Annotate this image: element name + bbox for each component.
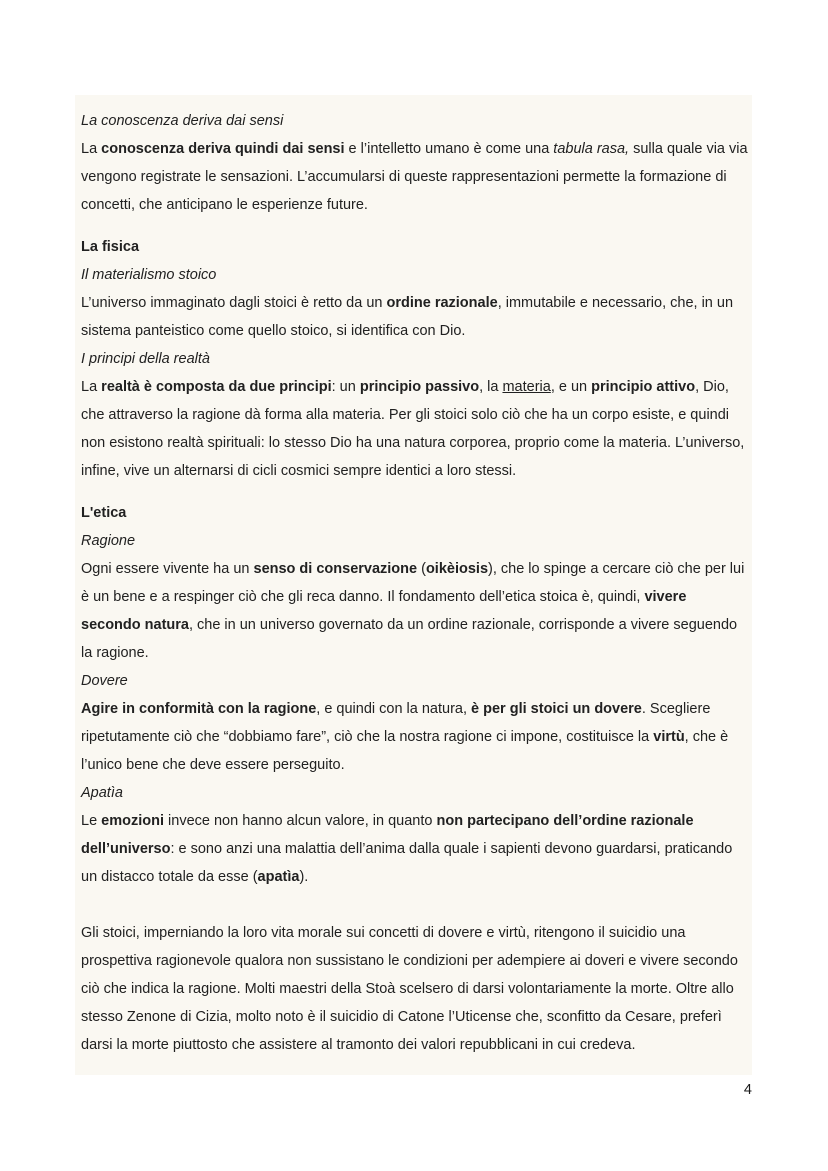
- text-run: principio attivo: [591, 379, 696, 395]
- subsection-heading: [81, 345, 748, 373]
- text-run: principio passivo: [359, 379, 480, 395]
- text-run: : un: [331, 379, 360, 395]
- text-run: emozioni: [101, 813, 165, 829]
- text-run: tabula rasa,: [553, 141, 630, 157]
- text-run: La: [81, 141, 102, 157]
- text-run: , la: [479, 379, 503, 395]
- text-run: ordine razionale: [386, 295, 498, 311]
- text-run: I principi della realtà: [81, 351, 210, 367]
- text-run: oikèiosis: [425, 561, 489, 577]
- paragraph: [81, 807, 748, 891]
- section-heading: [81, 233, 748, 261]
- text-run: vivere secondo natura: [81, 589, 687, 633]
- text-run: Il materialismo stoico: [81, 267, 217, 283]
- text-run: virtù: [653, 729, 685, 745]
- text-run: Apatìa: [81, 785, 123, 801]
- subsection-heading: [81, 667, 748, 695]
- text-run: , e quindi con la natura,: [316, 701, 472, 717]
- text-run: , che è l’unico bene che deve essere perseguito.: [81, 729, 729, 773]
- text-run: realtà è composta da due principi: [101, 379, 332, 395]
- paragraph: [81, 919, 748, 1059]
- text-run: invece non hanno alcun valore, in quanto: [164, 813, 437, 829]
- text-run: Ragione: [81, 533, 136, 549]
- text-run: L'etica: [81, 505, 127, 521]
- text-run: ).: [299, 869, 309, 885]
- text-run: apatìa: [257, 869, 300, 885]
- text-run: Gli stoici, imperniando la loro vita morale sui concetti di dovere e virtù, ritengono il suicidio una prospettiva ragionevole qualora non sussistano le condizioni per adempiere ai doveri e vivere secondo ciò che indica la ragione. Molti maestri della Stoà scelsero di darsi volontariamente la morte. Oltre allo stesso Zenone di Cizia, molto noto è il suicidio di Catone l’Uticense che, sconfitto da Cesare, preferì darsi la morte piuttosto che assistere al tramonto dei valori repubblicani in cui credeva.: [81, 925, 738, 1053]
- text-run: : e sono anzi una malattia dell’anima dalla quale i sapienti devono guardarsi, praticando un distacco totale da esse (: [81, 841, 733, 885]
- paragraph: [81, 373, 748, 485]
- subsection-heading: [81, 527, 748, 555]
- paragraph: [81, 695, 748, 779]
- text-run: La conoscenza deriva dai sensi: [81, 113, 284, 129]
- text-run: Dovere: [81, 673, 128, 689]
- paragraph: [81, 555, 748, 667]
- subsection-heading: [81, 261, 748, 289]
- text-run: La fisica: [81, 239, 140, 255]
- text-run: sulla quale via via vengono registrate le sensazioni. L’accumularsi di queste rappresentazioni permette la formazione di concetti, che anticipano le esperienze future.: [81, 141, 748, 213]
- text-run: L’universo immaginato dagli stoici è retto da un: [81, 295, 387, 311]
- text-run: senso di conservazione: [253, 561, 418, 577]
- paragraph: [81, 289, 748, 345]
- text-run: e l’intelletto umano è come una: [344, 141, 554, 157]
- document-content: [75, 95, 752, 1075]
- text-run: . Scegliere ripetutamente ciò che “dobbiamo fare”, ciò che la nostra ragione ci impone, costituisce la: [81, 701, 711, 745]
- text-run: Ogni essere vivente ha un: [81, 561, 254, 577]
- text-run: materia: [502, 379, 551, 395]
- text-run: Le: [81, 813, 102, 829]
- text-run: è per gli stoici un dovere: [471, 701, 642, 717]
- text-run: , che in un universo governato da un ordine razionale, corrisponde a vivere seguendo la ragione.: [81, 617, 738, 661]
- text-run: , Dio, che attraverso la ragione dà forma alla materia. Per gli stoici solo ciò che ha un corpo esiste, e quindi non esistono realtà spirituali: lo stesso Dio ha una natura corporea, proprio come la materia. L’universo, infine, vive un alternarsi di cicli cosmici sempre identici a loro stessi.: [81, 379, 745, 479]
- text-run: La: [81, 379, 102, 395]
- text-run: ), che lo spinge a cercare ciò che per lui è un bene e a respinger ciò che gli reca danno. Il fondamento dell’etica stoica è, quindi,: [81, 561, 745, 605]
- text-run: conoscenza deriva quindi dai sensi: [101, 141, 345, 157]
- subsection-heading: [81, 107, 748, 135]
- text-run: non partecipano dell’ordine razionale dell’universo: [81, 813, 694, 857]
- text-run: , immutabile e necessario, che, in un sistema panteistico come quello stoico, si identifica con Dio.: [81, 295, 734, 339]
- page-number: 4: [743, 1082, 752, 1098]
- text-run: Agire in conformità con la ragione: [81, 701, 317, 717]
- paragraph: [81, 135, 748, 219]
- text-run: (: [417, 561, 426, 577]
- text-run: , e un: [550, 379, 592, 395]
- section-heading: [81, 499, 748, 527]
- subsection-heading: [81, 779, 748, 807]
